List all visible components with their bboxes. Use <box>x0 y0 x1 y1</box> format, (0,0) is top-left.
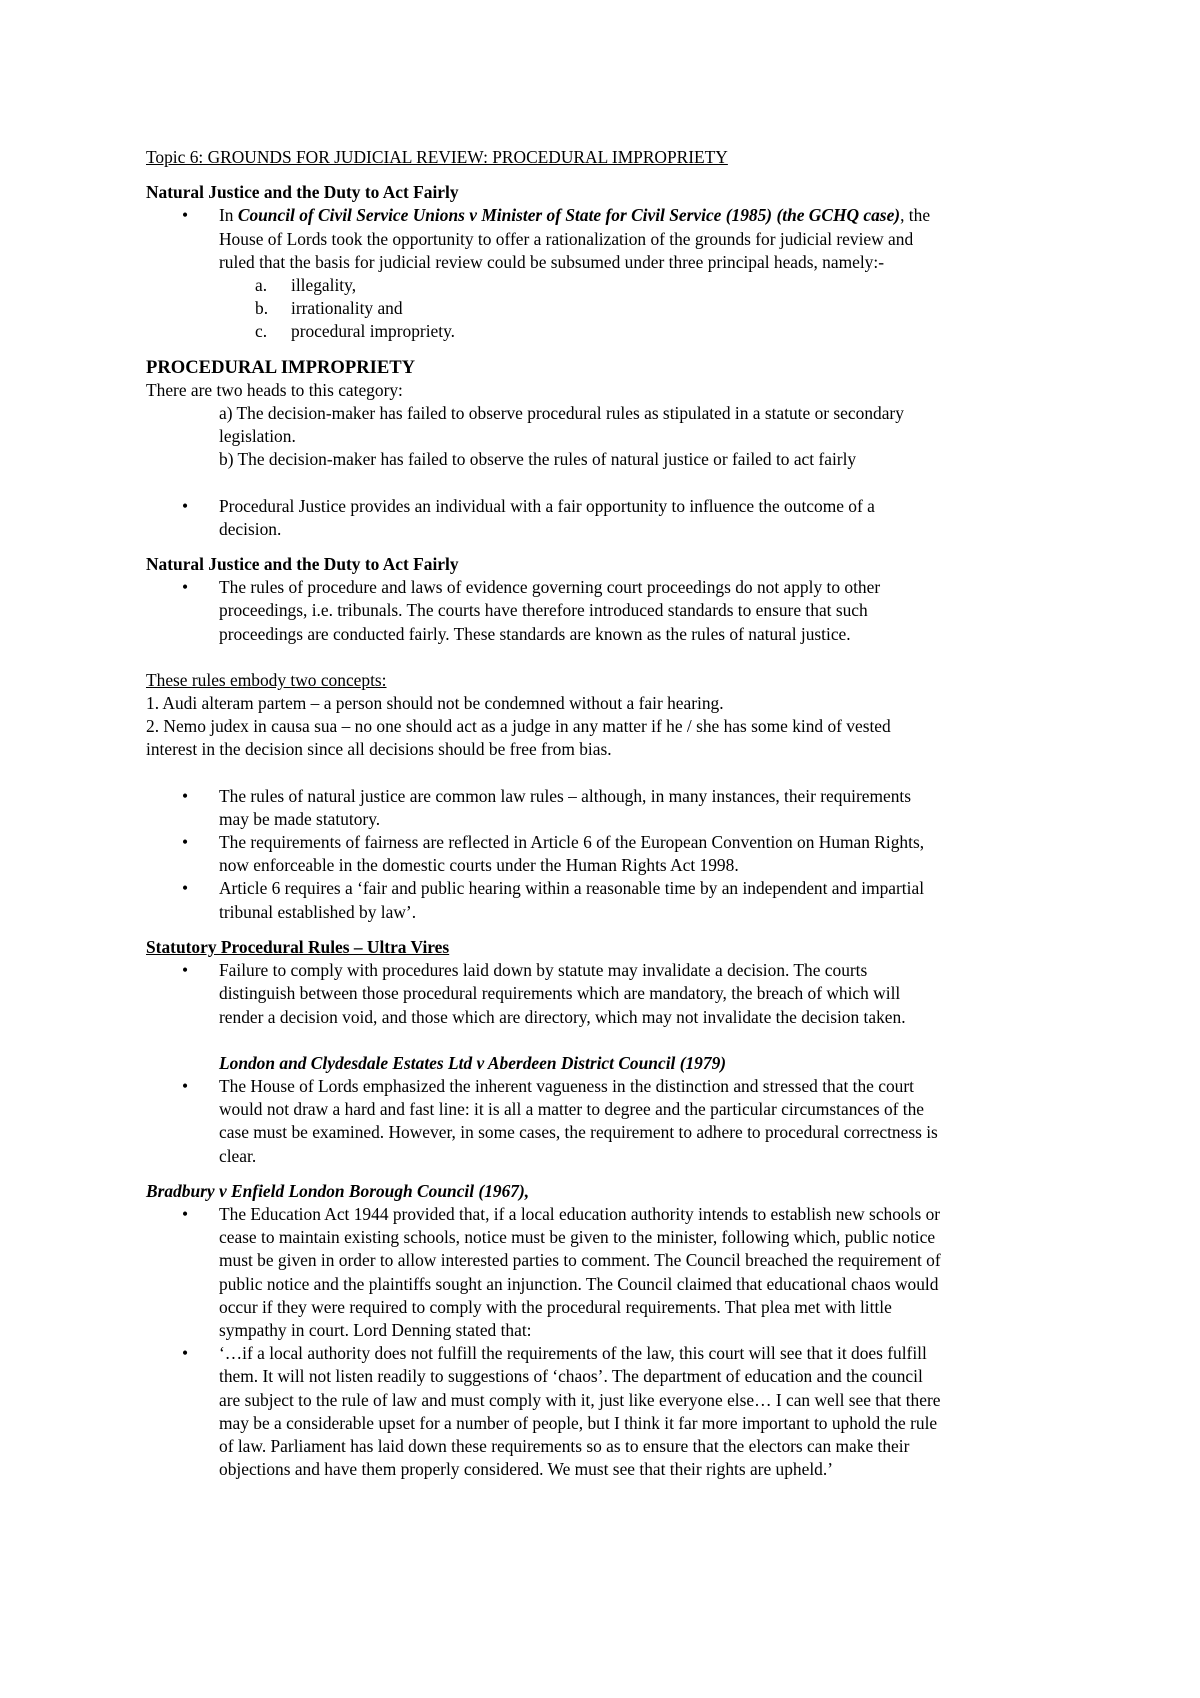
paragraph-text: a) The decision-maker has failed to observe procedural rules as stipulated in a statute or secondary <box>219 403 904 424</box>
bullet-icon: • <box>182 785 189 806</box>
list-item <box>146 297 1071 320</box>
list-text: procedural impropriety. <box>291 321 456 342</box>
document-page <box>146 146 1071 1481</box>
bullet-line: The rules of natural justice are common law rules – although, in many instances, their requirements <box>219 785 912 806</box>
case-name: London and Clydesdale Estates Ltd v Aberdeen District Council (1979) <box>219 1052 727 1073</box>
bullet-item <box>146 1075 1071 1168</box>
bullet-line: would not draw a hard and fast line: it is all a matter to degree and the particular circumstances of the <box>219 1099 925 1120</box>
bullet-line: distinguish between those procedural requirements which are mandatory, the breach of which will <box>219 983 901 1004</box>
bullet-line: ruled that the basis for judicial review could be subsumed under three principal heads, namely:- <box>219 251 884 272</box>
bullet-line: The rules of procedure and laws of evidence governing court proceedings do not apply to other <box>219 577 881 598</box>
bullet-item <box>146 1203 1071 1342</box>
page-title: Topic 6: GROUNDS FOR JUDICIAL REVIEW: PROCEDURAL IMPROPRIETY <box>146 147 728 167</box>
list-text: illegality, <box>291 275 357 296</box>
list-item <box>146 320 1071 343</box>
list-letter: a. <box>255 275 268 296</box>
paragraph-text: b) The decision-maker has failed to observe the rules of natural justice or failed to act fairly <box>219 449 857 470</box>
bullet-icon: • <box>182 1203 189 1224</box>
bullet-line <box>219 204 1071 227</box>
paragraph-text: legislation. <box>219 426 296 447</box>
bullet-line: proceedings, i.e. tribunals. The courts have therefore introduced standards to ensure that such <box>219 600 868 621</box>
bullet-icon: • <box>182 1075 189 1096</box>
bullet-line: Failure to comply with procedures laid down by statute may invalidate a decision. The courts <box>219 960 868 981</box>
section-heading: Natural Justice and the Duty to Act Fairly <box>146 182 459 203</box>
bullet-item <box>146 959 1071 1029</box>
bullet-line: decision. <box>219 518 282 539</box>
section-heading: Natural Justice and the Duty to Act Fairly <box>146 554 459 575</box>
bullet-line: The House of Lords emphasized the inherent vagueness in the distinction and stressed that the court <box>219 1075 914 1096</box>
bullet-line: cease to maintain existing schools, notice must be given to the minister, following which, public notice <box>219 1227 936 1248</box>
bullet-item <box>146 495 1071 541</box>
bullet-line: proceedings are conducted fairly. These standards are known as the rules of natural justice. <box>219 623 851 644</box>
list-letter: b. <box>255 298 269 319</box>
paragraph-text: interest in the decision since all decisions should be free from bias. <box>146 739 612 760</box>
paragraph-text: There are two heads to this category: <box>146 379 403 400</box>
concepts-label: These rules embody two concepts: <box>146 669 387 690</box>
bullet-icon: • <box>182 495 189 516</box>
bullet-line: of law. Parliament has laid down these requirements so as to ensure that the electors can make their <box>219 1435 910 1456</box>
bullet-icon: • <box>182 577 189 598</box>
case-name: Bradbury v Enfield London Borough Council (1967), <box>146 1180 530 1201</box>
bullet-line: public notice and the plaintiffs sought an injunction. The Council claimed that educational chaos would <box>219 1273 939 1294</box>
bullet-item <box>146 831 1071 877</box>
section-heading: Statutory Procedural Rules – Ultra Vires <box>146 936 450 957</box>
case-name: Council of Civil Service Unions v Minister of State for Civil Service (1985) (the GCHQ case) <box>237 205 901 226</box>
bullet-line: now enforceable in the domestic courts under the Human Rights Act 1998. <box>219 855 739 876</box>
bullet-icon: • <box>182 960 189 981</box>
bullet-item <box>146 204 1071 274</box>
bullet-line: Article 6 requires a ‘fair and public hearing within a reasonable time by an independent and impartial <box>219 878 925 899</box>
bullet-icon: • <box>182 1343 189 1364</box>
bullet-line: The Education Act 1944 provided that, if a local education authority intends to establish new schools or <box>219 1203 941 1224</box>
bullet-line: may be made statutory. <box>219 808 381 829</box>
bullet-line: may be a considerable upset for a number of people, but I think it far more important to uphold the rule <box>219 1412 938 1433</box>
list-letter: c. <box>255 321 268 342</box>
bullet-line: tribunal established by law’. <box>219 901 417 922</box>
bullet-line: ‘…if a local authority does not fulfill the requirements of the law, this court will see that it does fulfill <box>219 1343 927 1364</box>
bullet-line: objections and have them properly considered. We must see that their rights are upheld.’ <box>219 1459 834 1480</box>
bullet-line: occur if they were required to comply with the procedural requirements. That plea met with little <box>219 1296 892 1317</box>
bullet-line: render a decision void, and those which are directory, which may not invalidate the decision taken. <box>219 1006 906 1027</box>
bullet-icon: • <box>182 878 189 899</box>
bullet-icon: • <box>182 205 189 226</box>
bullet-line: The requirements of fairness are reflected in Article 6 of the European Convention on Human Rights, <box>219 832 925 853</box>
bullet-line: clear. <box>219 1145 257 1166</box>
list-item <box>146 274 1071 297</box>
paragraph-text: 2. Nemo judex in causa sua – no one should act as a judge in any matter if he / she has some kind of vested <box>146 716 891 737</box>
bullet-line: must be given in order to allow interested parties to comment. The Council breached the requirement of <box>219 1250 941 1271</box>
bullet-item <box>146 877 1071 923</box>
text-run: In <box>219 205 238 226</box>
list-text: irrationality and <box>291 298 403 319</box>
section-heading: PROCEDURAL IMPROPRIETY <box>146 356 416 378</box>
bullet-item <box>146 576 1071 646</box>
text-run: , the <box>900 205 931 226</box>
paragraph-text: 1. Audi alteram partem – a person should not be condemned without a fair hearing. <box>146 693 724 714</box>
bullet-item <box>146 1342 1071 1481</box>
bullet-line: them. It will not listen readily to suggestions of ‘chaos’. The department of education and the council <box>219 1366 923 1387</box>
bullet-icon: • <box>182 832 189 853</box>
bullet-line: Procedural Justice provides an individual with a fair opportunity to influence the outcome of a <box>219 495 875 516</box>
bullet-line: case must be examined. However, in some cases, the requirement to adhere to procedural correctness is <box>219 1122 938 1143</box>
bullet-line: are subject to the rule of law and must comply with it, just like everyone else… I can well see that there <box>219 1389 941 1410</box>
bullet-line: House of Lords took the opportunity to offer a rationalization of the grounds for judicial review and <box>219 228 914 249</box>
bullet-line: sympathy in court. Lord Denning stated that: <box>219 1319 532 1340</box>
bullet-item <box>146 785 1071 831</box>
